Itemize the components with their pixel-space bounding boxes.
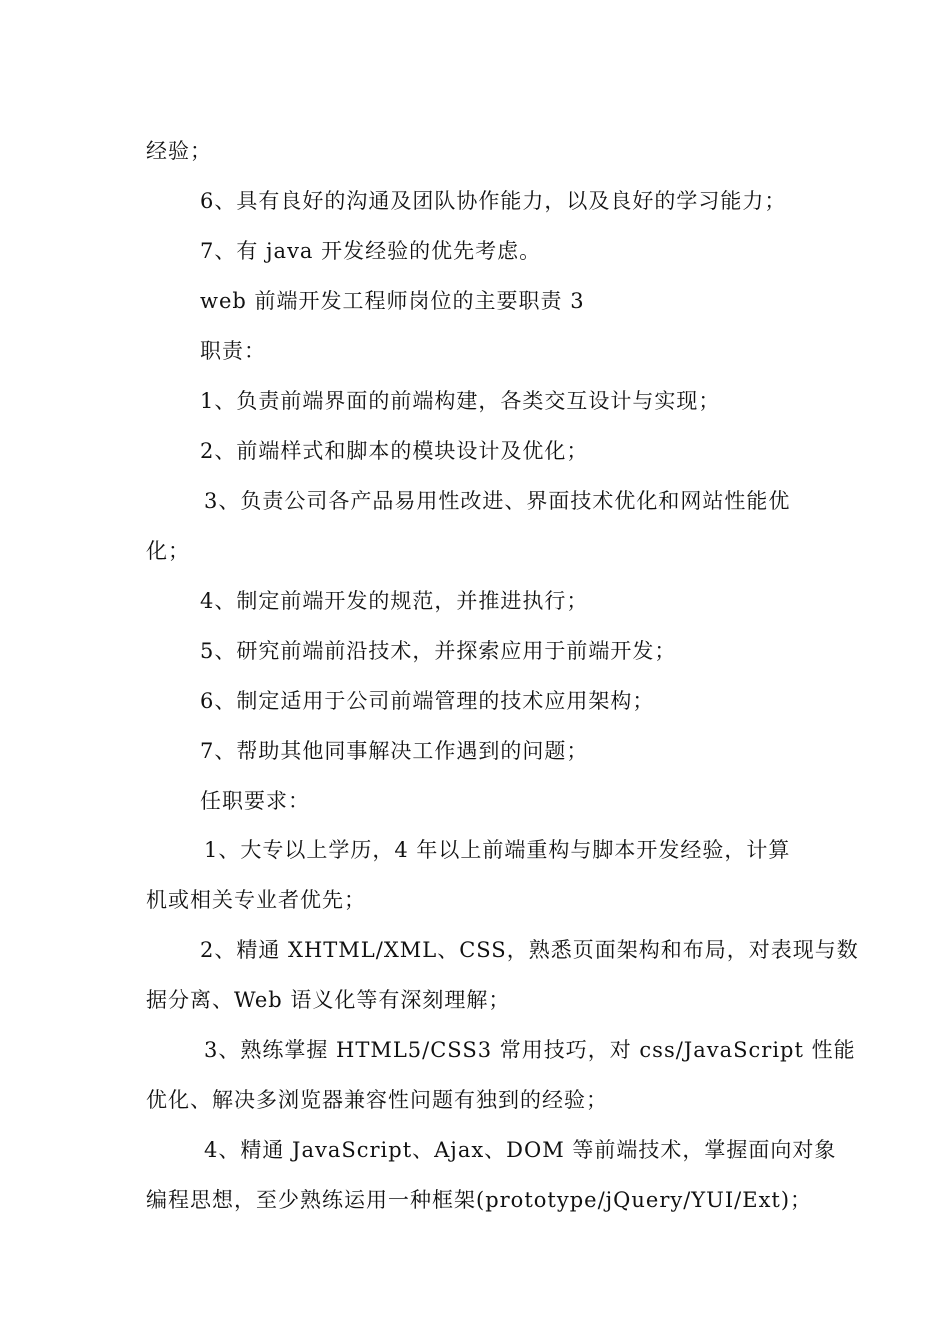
- text-line: 机或相关专业者优先；: [146, 888, 366, 912]
- text-line: 任职要求：: [200, 789, 310, 813]
- text-line: 7、帮助其他同事解决工作遇到的问题；: [200, 739, 589, 763]
- text-line: 2、精通 XHTML/XML、CSS，熟悉页面架构和布局，对表现与数: [200, 938, 859, 962]
- text-line: 3、负责公司各产品易用性改进、界面技术优化和网站性能优: [204, 489, 791, 513]
- section-heading: web 前端开发工程师岗位的主要职责 3: [200, 289, 585, 313]
- text-line: 1、大专以上学历，4 年以上前端重构与脚本开发经验，计算: [204, 838, 791, 862]
- text-line: 3、熟练掌握 HTML5/CSS3 常用技巧，对 css/JavaScript 性能: [204, 1038, 856, 1062]
- text-line: 7、有 java 开发经验的优先考虑。: [200, 239, 542, 263]
- text-line: 5、研究前端前沿技术，并探索应用于前端开发；: [200, 639, 677, 663]
- text-line: 2、前端样式和脚本的模块设计及优化；: [200, 439, 589, 463]
- text-line: 化；: [146, 539, 190, 563]
- text-line: 6、制定适用于公司前端管理的技术应用架构；: [200, 689, 655, 713]
- text-line: 据分离、Web 语义化等有深刻理解；: [146, 988, 511, 1012]
- text-line: 编程思想，至少熟练运用一种框架(prototype/jQuery/YUI/Ext)；: [146, 1188, 813, 1212]
- text-line: 1、负责前端界面的前端构建，各类交互设计与实现；: [200, 389, 721, 413]
- text-line: 4、精通 JavaScript、Ajax、DOM 等前端技术，掌握面向对象: [204, 1138, 837, 1162]
- text-line: 4、制定前端开发的规范，并推进执行；: [200, 589, 589, 613]
- text-line: 职责：: [200, 339, 266, 363]
- text-line: 经验；: [146, 139, 212, 163]
- text-line: 6、具有良好的沟通及团队协作能力，以及良好的学习能力；: [200, 189, 787, 213]
- text-line: 优化、解决多浏览器兼容性问题有独到的经验；: [146, 1088, 608, 1112]
